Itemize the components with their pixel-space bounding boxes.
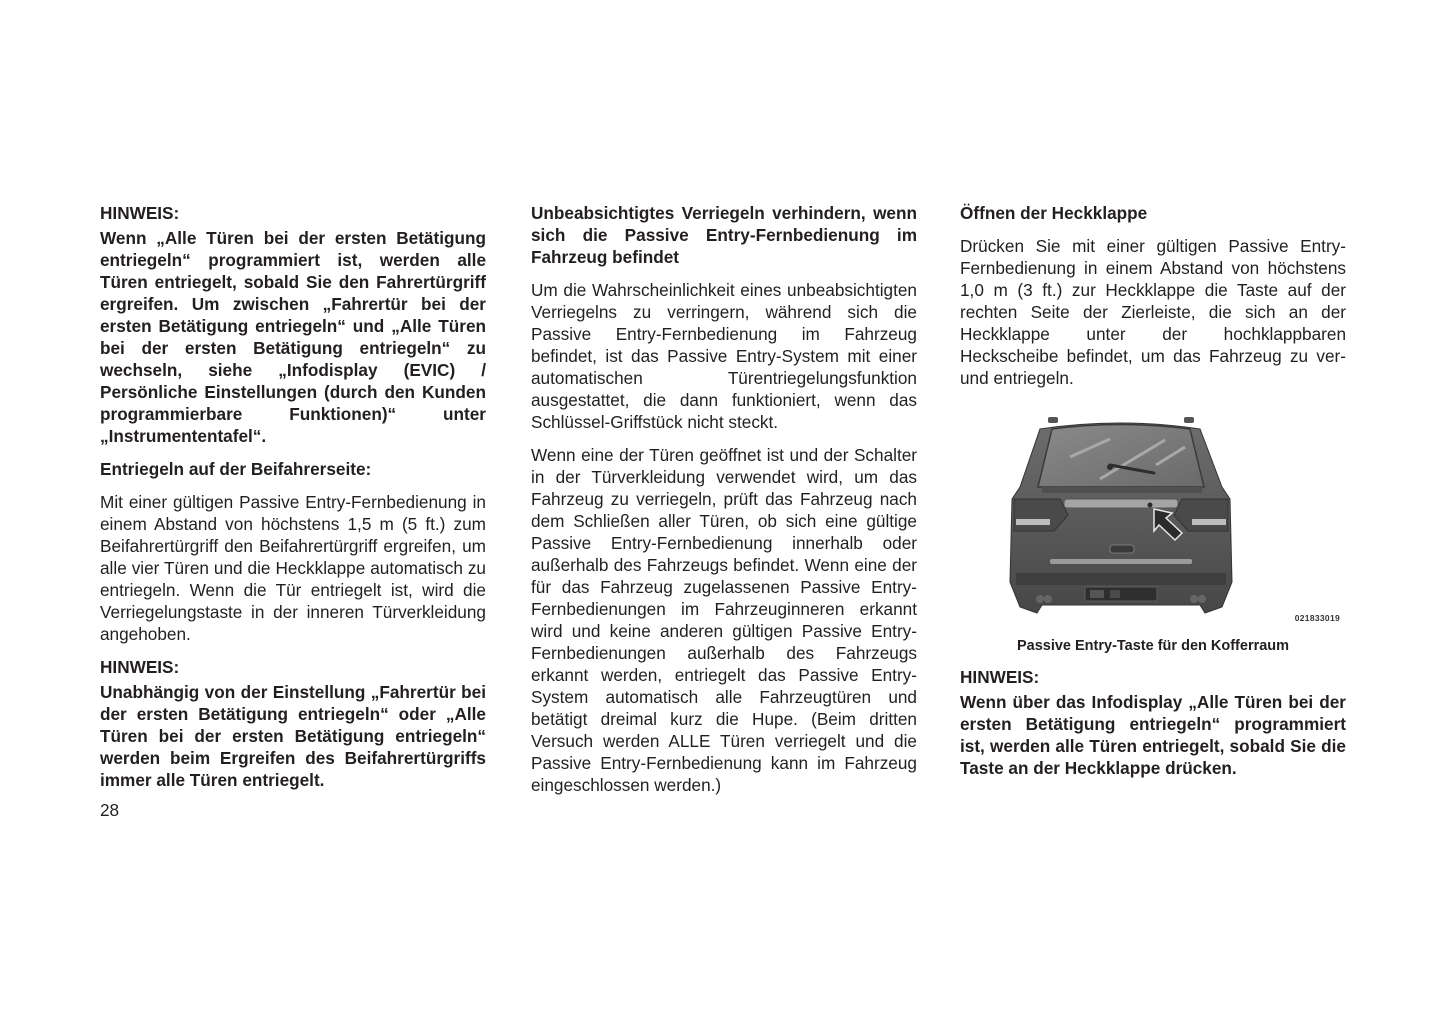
section-heading: Entriegeln auf der Beifahrerseite: [100, 459, 372, 479]
note-body: Unabhängig von der Einstellung „Fahrertür bei der ersten Betätigung entriegeln“ oder „Alle Türen bei der ersten Betätigung entriegeln“ werden beim Ergreifen des Beifahrertürgriffs immer alle Türen entriegelt. [100, 682, 486, 790]
column-left [100, 202, 486, 791]
column-right [960, 202, 1346, 779]
figure-code: 021833019 [1294, 613, 1340, 623]
column-middle [531, 202, 917, 796]
note-title: HINWEIS: [100, 203, 180, 223]
paragraph: Drücken Sie mit einer gültigen Passive Entry-Fernbedienung in einem Abstand von höchstens 1,0 m (3 ft.) zur Heckklappe die Taste auf der rechten Seite der Zierleiste, die sich an der Heckklappe unter der hochklappbaren Heckscheibe befindet, um das Fahrzeug zu ver- und entriegeln. [960, 236, 1346, 388]
paragraph: Um die Wahrscheinlichkeit eines unbeabsichtigten Verriegelns zu verringern, während sich die Passive Entry-Fernbedienung im Fahrzeug befindet, ist das Passive Entry-System mit einer automatischen Türentriegelungsfunktion ausgestattet, die dann funktioniert, wenn das Schlüssel-Griffstück nicht steckt. [531, 280, 917, 432]
paragraph: Wenn eine der Türen geöffnet ist und der Schalter in der Türverkleidung verwendet wird, um das Fahrzeug zu verriegeln, prüft das Fahrzeug nach dem Schließen aller Türen, ob sich eine gültige Passive Entry-Fernbedienung innerhalb oder außerhalb des Fahrzeugs befindet. Wenn eine der für das Fahrzeug zugelassenen Passive Entry-Fernbedienungen im Fahrzeuginneren erkannt wird und keine anderen gültigen Passive Entry-Fernbedienungen außerhalb des Fahrzeugs erkannt werden, entriegelt das Passive Entry-System automatisch alle Fahrzeugtüren und betätigt dreimal kurz die Hupe. (Beim dritten Versuch werden ALLE Türen verriegelt und die Passive Entry-Fernbedienung kann im Fahrzeug eingeschlossen werden.) [531, 445, 917, 795]
note-title: HINWEIS: [100, 657, 180, 677]
vehicle-rear-illustration [960, 407, 1346, 625]
page-number: 28 [100, 800, 120, 820]
paragraph: Mit einer gültigen Passive Entry-Fernbedienung in einem Abstand von höchstens 1,5 m (5 ft.) zum Beifahrertürgriff den Beifahrertürgriff ergreifen, um alle vier Türen und die Heckklappe automatisch zu entriegeln. Wenn die Tür entriegelt ist, wird die Verriegelungstaste in der inneren Türverkleidung angehoben. [100, 492, 486, 644]
section-heading: Unbeabsichtigtes Verriegeln verhindern, wenn sich die Passive Entry-Fernbedienung im Fahrzeug befindet [531, 203, 917, 267]
section-heading: Öffnen der Heckklappe [960, 203, 1148, 223]
note-body: Wenn „Alle Türen bei der ersten Betätigung entriegeln“ programmiert ist, werden alle Türen entriegelt, sobald Sie den Fahrertürgriff ergreifen. Um zwischen „Fahrertür bei der ersten Betätigung entriegeln“ und „Alle Türen bei der ersten Betätigung entriegeln“ zu wechseln, siehe „Infodisplay (EVIC) / Persönliche Einstellungen (durch den Kunden programmierbare Funktionen)“ unter „Instrumententafel“. [100, 228, 486, 446]
note-title: HINWEIS: [960, 667, 1040, 687]
note-body: Wenn über das Infodisplay „Alle Türen bei der ersten Betätigung entriegeln“ programmiert ist, werden alle Türen entriegelt, sobald Sie die Taste an der Heckklappe drücken. [960, 692, 1346, 778]
figure-caption: Passive Entry-Taste für den Kofferraum [1016, 638, 1290, 654]
tailgate-figure [960, 407, 1346, 625]
